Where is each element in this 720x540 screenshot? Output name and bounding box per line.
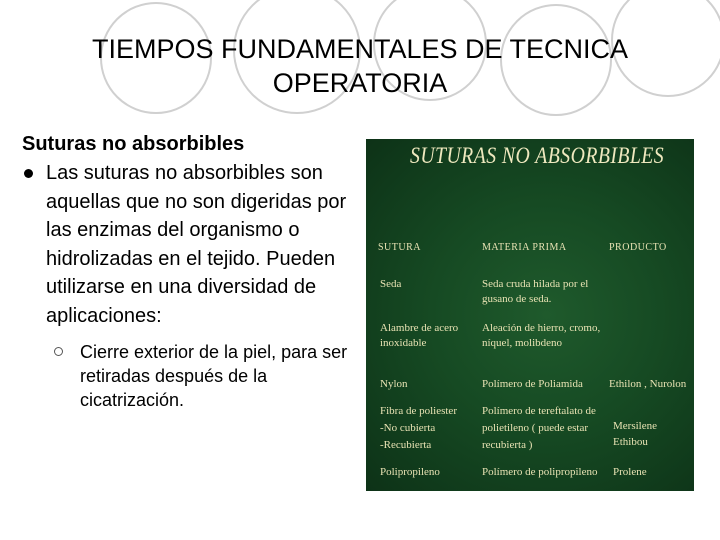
table-cell-sutura: -Recubierta [380,439,432,451]
table-cell-sutura: -No cubierta [380,422,436,434]
table-cell-sutura: Seda [380,278,402,290]
table-cell-materia: gusano de seda. [482,293,552,305]
table-cell-sutura: Fibra de poliester [380,405,457,417]
table-cell-sutura: Nylon [380,378,408,390]
bullet-dot-icon [24,169,33,178]
table-header-sutura: SUTURA [378,242,422,253]
bullet-text: Las suturas no absorbibles son aquellas que no son digeridas por las enzimas del organismo o hidrolizadas en el tejido. Pueden utilizarse en una diversidad de aplicaciones: [46,162,347,327]
slide-title-line-2: OPERATORIA [272,68,448,98]
table-header-materia-prima: MATERIA PRIMA [482,242,567,253]
table-cell-producto: Ethilon , Nurolon [609,378,687,390]
sub-bullet-item [22,340,352,412]
table-cell-sutura: Alambre de acero [380,322,459,334]
table-cell-producto: Mersilene [613,420,657,432]
body-text [22,131,352,412]
table-cell-materia: níquel, molibdeno [482,337,563,349]
table-cell-producto: Ethibou [613,436,648,448]
ring-bullet-icon [54,347,63,356]
table-cell-sutura: Polipropileno [380,466,440,478]
slide-title-line-1: TIEMPOS FUNDAMENTALES DE TECNICA [91,34,629,64]
table-cell-materia: Seda cruda hilada por el [482,278,589,290]
table-cell-materia: recubierta ) [482,439,533,451]
table-cell-producto: Prolene [613,466,647,478]
table-header-producto: PRODUCTO [609,242,667,253]
table-title: SUTURAS NO ABSORBIBLES [410,143,665,168]
sub-bullet-text: Cierre exterior de la piel, para ser retiradas después de la cicatrización. [80,342,348,410]
section-subtitle: Suturas no absorbibles [22,133,245,155]
table-cell-materia: Polímero de tereftalato de [482,405,596,417]
slide-title [20,32,700,100]
sutures-table-image [366,139,694,491]
table-cell-materia: Polímero de polipropileno [482,466,598,478]
table-cell-materia: polietileno ( puede estar [482,422,588,434]
table-cell-materia: Polímero de Poliamida [482,378,583,390]
table-cell-materia: Aleación de hierro, cromo, [482,322,601,334]
table-cell-sutura: inoxidable [380,337,427,349]
bullet-item [22,159,352,330]
